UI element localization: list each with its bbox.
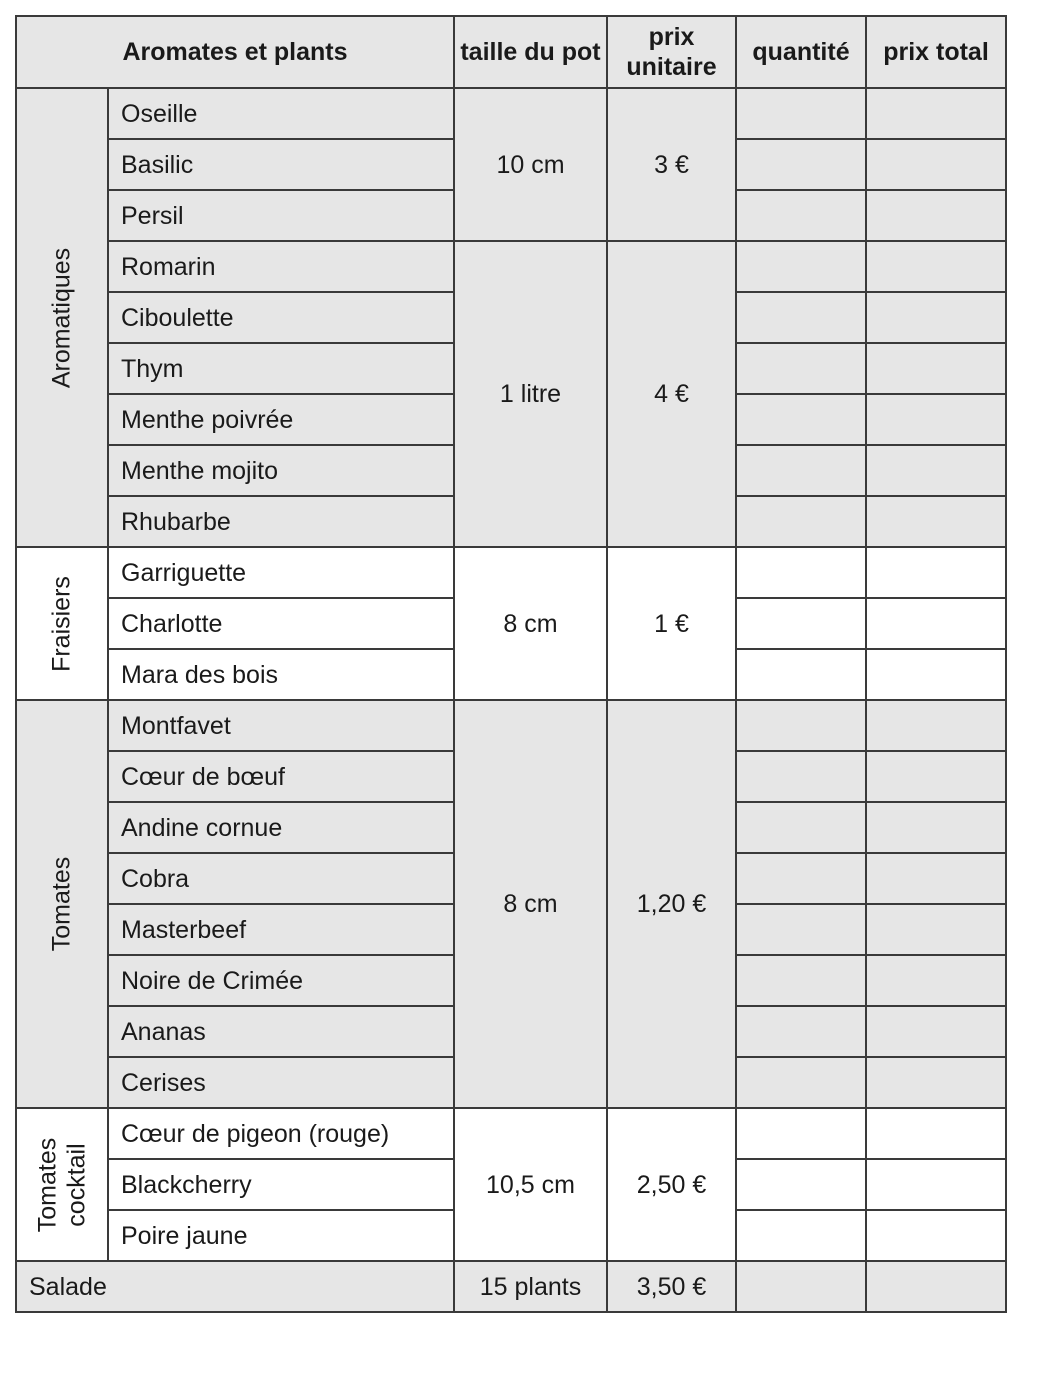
total-price-cell[interactable] <box>866 751 1006 802</box>
plant-name: Cœur de bœuf <box>108 751 454 802</box>
quantity-input-cell[interactable] <box>736 802 866 853</box>
plant-name: Persil <box>108 190 454 241</box>
header-unit-price: prix unitaire <box>607 16 736 88</box>
order-form-table <box>15 15 1007 1313</box>
plant-name: Noire de Crimée <box>108 955 454 1006</box>
total-price-cell[interactable] <box>866 598 1006 649</box>
group-label-tomates <box>16 700 108 1108</box>
table-row <box>16 241 1006 292</box>
group-label-text: Fraisiers <box>47 575 76 672</box>
plant-name: Masterbeef <box>108 904 454 955</box>
total-price-cell[interactable] <box>866 394 1006 445</box>
plant-name: Ananas <box>108 1006 454 1057</box>
total-price-cell[interactable] <box>866 649 1006 700</box>
group-label-text: Tomates <box>47 856 76 952</box>
quantity-input-cell[interactable] <box>736 139 866 190</box>
table-row <box>16 547 1006 598</box>
plant-name: Rhubarbe <box>108 496 454 547</box>
header-row <box>16 16 1006 88</box>
quantity-input-cell[interactable] <box>736 1261 866 1312</box>
group-label-fraisiers <box>16 547 108 700</box>
pot-size-cell: 8 cm <box>454 700 607 1108</box>
quantity-input-cell[interactable] <box>736 190 866 241</box>
quantity-input-cell[interactable] <box>736 445 866 496</box>
salade-row <box>16 1261 1006 1312</box>
total-price-cell[interactable] <box>866 496 1006 547</box>
quantity-input-cell[interactable] <box>736 700 866 751</box>
quantity-input-cell[interactable] <box>736 241 866 292</box>
header-product: Aromates et plants <box>16 16 454 88</box>
total-price-cell[interactable] <box>866 190 1006 241</box>
plant-name: Andine cornue <box>108 802 454 853</box>
total-price-cell[interactable] <box>866 1210 1006 1261</box>
group-label-line2: cocktail <box>62 1142 90 1227</box>
unit-price-cell: 1,20 € <box>607 700 736 1108</box>
quantity-input-cell[interactable] <box>736 1108 866 1159</box>
plant-name: Cerises <box>108 1057 454 1108</box>
unit-price-cell: 3 € <box>607 88 736 241</box>
quantity-input-cell[interactable] <box>736 292 866 343</box>
total-price-cell[interactable] <box>866 292 1006 343</box>
header-pot-size: taille du pot <box>454 16 607 88</box>
plant-name: Blackcherry <box>108 1159 454 1210</box>
quantity-input-cell[interactable] <box>736 88 866 139</box>
quantity-input-cell[interactable] <box>736 649 866 700</box>
unit-price-cell: 3,50 € <box>607 1261 736 1312</box>
plant-name: Basilic <box>108 139 454 190</box>
plant-name: Charlotte <box>108 598 454 649</box>
unit-price-cell: 1 € <box>607 547 736 700</box>
plant-name: Menthe poivrée <box>108 394 454 445</box>
total-price-cell[interactable] <box>866 700 1006 751</box>
group-label-tomates-cocktail <box>16 1108 108 1261</box>
group-label-text: Aromatiques <box>47 247 76 388</box>
quantity-input-cell[interactable] <box>736 496 866 547</box>
plant-name: Cœur de pigeon (rouge) <box>108 1108 454 1159</box>
quantity-input-cell[interactable] <box>736 904 866 955</box>
quantity-input-cell[interactable] <box>736 1006 866 1057</box>
total-price-cell[interactable] <box>866 1057 1006 1108</box>
table-row <box>16 700 1006 751</box>
total-price-cell[interactable] <box>866 241 1006 292</box>
quantity-input-cell[interactable] <box>736 547 866 598</box>
plant-name: Cobra <box>108 853 454 904</box>
header-total-price: prix total <box>866 16 1006 88</box>
unit-price-cell: 2,50 € <box>607 1108 736 1261</box>
total-price-cell[interactable] <box>866 343 1006 394</box>
total-price-cell[interactable] <box>866 547 1006 598</box>
quantity-input-cell[interactable] <box>736 853 866 904</box>
quantity-input-cell[interactable] <box>736 343 866 394</box>
plant-name: Romarin <box>108 241 454 292</box>
total-price-cell[interactable] <box>866 904 1006 955</box>
quantity-input-cell[interactable] <box>736 1159 866 1210</box>
total-price-cell[interactable] <box>866 88 1006 139</box>
table-row <box>16 88 1006 139</box>
group-label-aromatiques <box>16 88 108 547</box>
quantity-input-cell[interactable] <box>736 955 866 1006</box>
total-price-cell[interactable] <box>866 802 1006 853</box>
total-price-cell[interactable] <box>866 1006 1006 1057</box>
quantity-input-cell[interactable] <box>736 598 866 649</box>
plant-name: Mara des bois <box>108 649 454 700</box>
plant-name: Menthe mojito <box>108 445 454 496</box>
group-label-line1: Tomates <box>33 1137 62 1232</box>
header-quantity: quantité <box>736 16 866 88</box>
unit-price-cell: 4 € <box>607 241 736 547</box>
quantity-input-cell[interactable] <box>736 1057 866 1108</box>
total-price-cell[interactable] <box>866 853 1006 904</box>
total-price-cell[interactable] <box>866 1108 1006 1159</box>
plant-name: Montfavet <box>108 700 454 751</box>
pot-size-cell: 1 litre <box>454 241 607 547</box>
quantity-input-cell[interactable] <box>736 1210 866 1261</box>
plant-name: Oseille <box>108 88 454 139</box>
plant-name: Garriguette <box>108 547 454 598</box>
plant-name: Poire jaune <box>108 1210 454 1261</box>
pot-size-cell: 10,5 cm <box>454 1108 607 1261</box>
total-price-cell[interactable] <box>866 955 1006 1006</box>
pot-size-cell: 8 cm <box>454 547 607 700</box>
quantity-input-cell[interactable] <box>736 751 866 802</box>
plant-name: Ciboulette <box>108 292 454 343</box>
salade-label: Salade <box>16 1261 454 1312</box>
plant-name: Thym <box>108 343 454 394</box>
total-price-cell[interactable] <box>866 139 1006 190</box>
total-price-cell[interactable] <box>866 1159 1006 1210</box>
total-price-cell[interactable] <box>866 1261 1006 1312</box>
group-label-text <box>33 1137 91 1231</box>
table-row <box>16 1108 1006 1159</box>
pot-size-cell: 15 plants <box>454 1261 607 1312</box>
quantity-input-cell[interactable] <box>736 394 866 445</box>
pot-size-cell: 10 cm <box>454 88 607 241</box>
total-price-cell[interactable] <box>866 445 1006 496</box>
